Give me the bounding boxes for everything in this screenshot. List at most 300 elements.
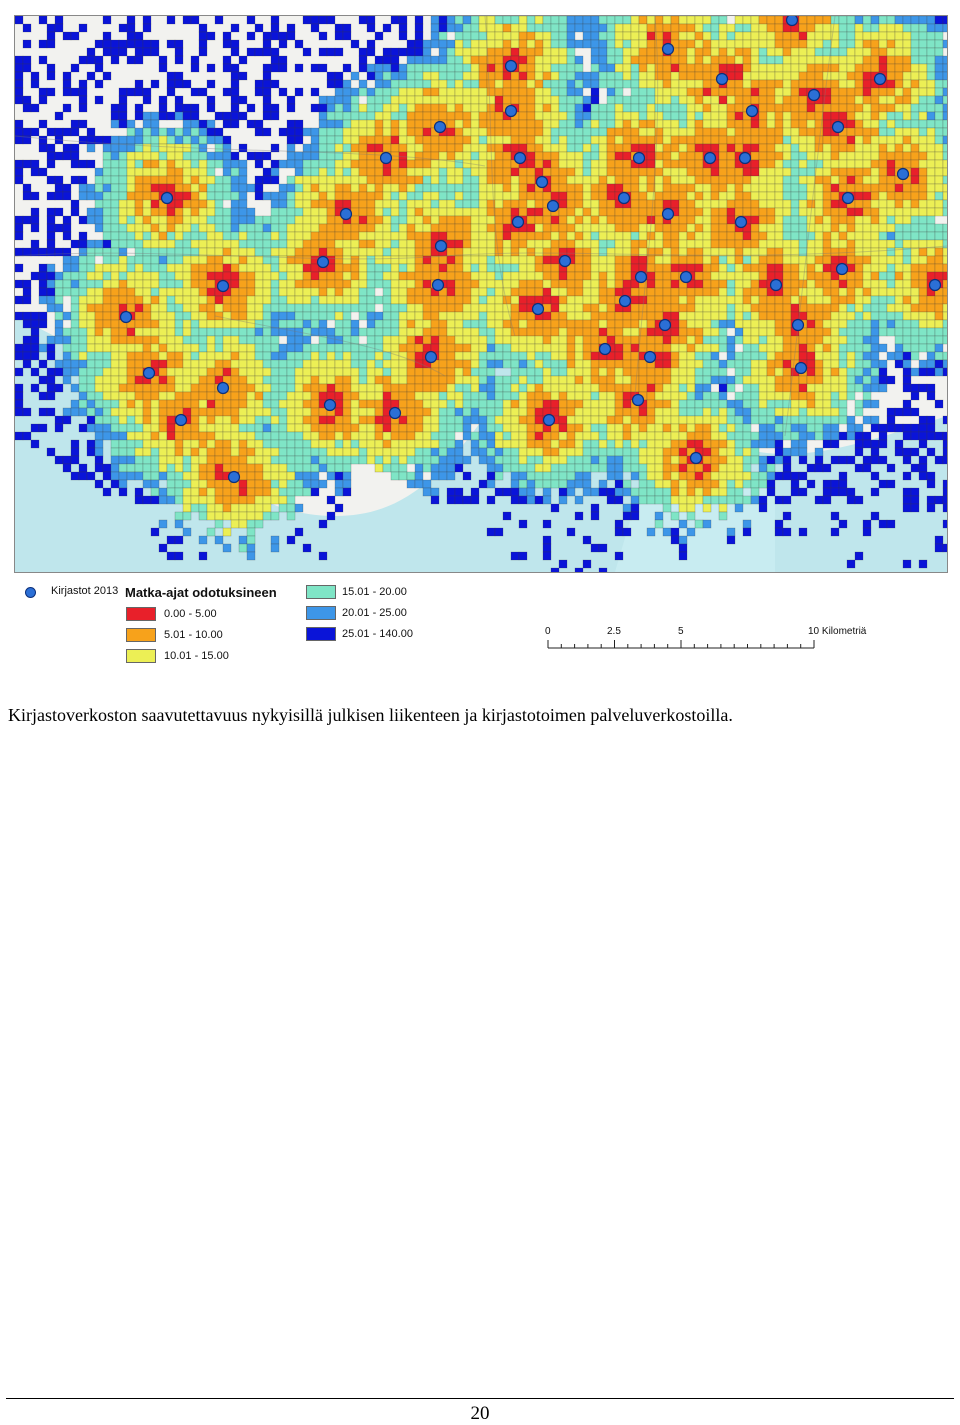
grid-cell [463,368,471,376]
grid-cell [335,264,343,272]
grid-cell [735,88,743,96]
grid-cell [111,344,119,352]
grid-cell [743,144,751,152]
grid-cell [79,136,87,144]
grid-cell [887,232,895,240]
grid-cell [151,48,159,56]
grid-cell [471,224,479,232]
grid-cell [111,168,119,176]
grid-cell [143,272,151,280]
grid-cell [775,152,783,160]
grid-cell [551,360,559,368]
grid-cell [607,280,615,288]
grid-cell [775,96,783,104]
grid-cell [359,240,367,248]
grid-cell [319,272,327,280]
grid-cell [559,232,567,240]
grid-cell [631,40,639,48]
grid-cell [335,280,343,288]
grid-cell [759,384,767,392]
grid-cell [359,280,367,288]
grid-cell [583,144,591,152]
grid-cell [839,312,847,320]
grid-cell [791,56,799,64]
grid-cell [551,120,559,128]
grid-cell [15,120,23,128]
grid-cell [639,136,647,144]
grid-cell [183,360,191,368]
grid-cell [175,352,183,360]
grid-cell [391,120,399,128]
grid-cell [535,168,543,176]
grid-cell [431,224,439,232]
grid-cell [791,88,799,96]
grid-cell [631,256,639,264]
grid-cell [615,288,623,296]
grid-cell [303,376,311,384]
grid-cell [471,280,479,288]
grid-cell [703,24,711,32]
grid-cell [863,224,871,232]
grid-cell [655,168,663,176]
grid-cell [415,32,423,40]
grid-cell [255,224,263,232]
grid-cell [863,368,871,376]
grid-cell [231,152,239,160]
grid-cell [183,352,191,360]
grid-cell [351,264,359,272]
grid-cell [727,296,735,304]
grid-cell [223,160,231,168]
grid-cell [591,288,599,296]
grid-cell [607,120,615,128]
grid-cell [127,128,135,136]
grid-cell [839,80,847,88]
grid-cell [263,280,271,288]
grid-cell [303,168,311,176]
grid-cell [911,176,919,184]
grid-cell [351,280,359,288]
grid-cell [807,312,815,320]
grid-cell [815,272,823,280]
grid-cell [559,104,567,112]
grid-cell [727,128,735,136]
grid-cell [831,296,839,304]
grid-cell [335,72,343,80]
grid-cell [199,336,207,344]
grid-cell [599,136,607,144]
grid-cell [935,352,943,360]
grid-cell [263,360,271,368]
grid-cell [103,176,111,184]
grid-cell [391,200,399,208]
grid-cell [375,336,383,344]
grid-cell [503,224,511,232]
grid-cell [751,80,759,88]
grid-cell [431,264,439,272]
grid-cell [911,160,919,168]
grid-cell [15,392,23,400]
grid-cell [63,256,71,264]
grid-cell [679,336,687,344]
grid-cell [319,128,327,136]
grid-cell [927,152,935,160]
grid-cell [151,208,159,216]
grid-cell [71,208,79,216]
grid-cell [839,40,847,48]
grid-cell [775,208,783,216]
grid-cell [783,56,791,64]
grid-cell [127,352,135,360]
grid-cell [359,184,367,192]
grid-cell [119,136,127,144]
grid-cell [567,240,575,248]
grid-cell [903,384,911,392]
grid-cell [863,304,871,312]
grid-cell [735,280,743,288]
grid-cell [703,312,711,320]
grid-cell [639,168,647,176]
grid-cell [895,112,903,120]
grid-cell [631,32,639,40]
grid-cell [615,216,623,224]
grid-cell [527,128,535,136]
grid-cell [695,240,703,248]
grid-cell [703,368,711,376]
grid-cell [271,288,279,296]
grid-cell [791,216,799,224]
grid-cell [319,160,327,168]
grid-cell [519,352,527,360]
grid-cell [871,24,879,32]
grid-cell [111,368,119,376]
grid-cell [223,320,231,328]
grid-cell [823,344,831,352]
grid-cell [407,336,415,344]
grid-cell [447,128,455,136]
grid-cell [911,72,919,80]
grid-cell [727,344,735,352]
grid-cell [823,40,831,48]
grid-cell [407,376,415,384]
grid-cell [679,208,687,216]
grid-cell [47,208,55,216]
grid-cell [543,320,551,328]
grid-cell [495,352,503,360]
grid-cell [799,80,807,88]
grid-cell [943,88,947,96]
grid-cell [23,280,31,288]
grid-cell [759,216,767,224]
grid-cell [487,280,495,288]
grid-cell [223,328,231,336]
grid-cell [863,32,871,40]
grid-cell [231,24,239,32]
grid-cell [831,288,839,296]
grid-cell [831,216,839,224]
grid-cell [679,184,687,192]
grid-cell [15,352,23,360]
grid-cell [839,72,847,80]
grid-cell [823,232,831,240]
grid-cell [423,64,431,72]
grid-cell [247,352,255,360]
grid-cell [71,240,79,248]
grid-cell [479,328,487,336]
grid-cell [567,120,575,128]
grid-cell [471,72,479,80]
grid-cell [695,280,703,288]
grid-cell [319,304,327,312]
grid-cell [543,336,551,344]
grid-cell [303,320,311,328]
grid-cell [151,224,159,232]
grid-cell [671,72,679,80]
grid-cell [879,328,887,336]
grid-cell [719,384,727,392]
grid-cell [343,120,351,128]
grid-cell [455,392,463,400]
grid-cell [239,224,247,232]
grid-cell [535,144,543,152]
grid-cell [167,144,175,152]
grid-cell [423,72,431,80]
grid-cell [391,160,399,168]
grid-cell [79,344,87,352]
grid-cell [247,368,255,376]
grid-cell [871,240,879,248]
grid-cell [607,112,615,120]
grid-cell [839,112,847,120]
grid-cell [367,40,375,48]
grid-cell [807,168,815,176]
grid-cell [231,280,239,288]
grid-cell [567,144,575,152]
grid-cell [463,80,471,88]
grid-cell [759,112,767,120]
grid-cell [551,264,559,272]
grid-cell [399,344,407,352]
grid-cell [567,96,575,104]
grid-cell [167,368,175,376]
grid-cell [167,88,175,96]
grid-cell [935,248,943,256]
grid-cell [343,200,351,208]
grid-cell [503,328,511,336]
grid-cell [487,168,495,176]
grid-cell [279,200,287,208]
grid-cell [327,376,335,384]
grid-cell [119,328,127,336]
grid-cell [87,344,95,352]
grid-cell [231,104,239,112]
grid-cell [927,104,935,112]
grid-cell [639,264,647,272]
grid-cell [151,128,159,136]
grid-cell [503,256,511,264]
grid-cell [743,272,751,280]
grid-cell [367,304,375,312]
grid-cell [223,112,231,120]
grid-cell [599,152,607,160]
grid-cell [599,368,607,376]
grid-cell [199,320,207,328]
grid-cell [239,392,247,400]
grid-cell [247,16,255,24]
grid-cell [215,368,223,376]
grid-cell [247,280,255,288]
grid-cell [175,392,183,400]
grid-cell [935,256,943,264]
grid-cell [655,336,663,344]
grid-cell [759,144,767,152]
grid-cell [119,336,127,344]
grid-cell [711,112,719,120]
grid-cell [191,368,199,376]
grid-cell [743,280,751,288]
grid-cell [591,56,599,64]
grid-cell [479,56,487,64]
grid-cell [231,88,239,96]
grid-cell [607,224,615,232]
grid-cell [239,336,247,344]
grid-cell [199,216,207,224]
grid-cell [655,208,663,216]
grid-cell [111,176,119,184]
grid-cell [935,320,943,328]
grid-cell [831,96,839,104]
grid-cell [647,56,655,64]
grid-cell [95,96,103,104]
grid-cell [767,368,775,376]
grid-cell [927,80,935,88]
grid-cell [167,136,175,144]
grid-cell [351,232,359,240]
grid-cell [943,128,947,136]
grid-cell [647,272,655,280]
grid-cell [415,88,423,96]
grid-cell [31,224,39,232]
grid-cell [295,160,303,168]
grid-cell [191,256,199,264]
grid-cell [839,224,847,232]
grid-cell [543,240,551,248]
grid-cell [927,368,935,376]
grid-cell [399,320,407,328]
grid-cell [487,336,495,344]
grid-cell [583,392,591,400]
grid-cell [863,272,871,280]
grid-cell [631,144,639,152]
grid-cell [343,304,351,312]
grid-cell [207,216,215,224]
grid-cell [463,224,471,232]
grid-cell [591,232,599,240]
grid-cell [135,288,143,296]
grid-cell [855,80,863,88]
grid-cell [199,32,207,40]
grid-cell [823,136,831,144]
grid-cell [543,32,551,40]
grid-cell [175,152,183,160]
grid-cell [511,368,519,376]
grid-cell [183,256,191,264]
grid-cell [927,56,935,64]
grid-cell [695,304,703,312]
grid-cell [167,304,175,312]
grid-cell [839,256,847,264]
grid-cell [543,224,551,232]
grid-cell [671,152,679,160]
grid-cell [31,72,39,80]
grid-cell [239,168,247,176]
grid-cell [719,320,727,328]
grid-cell [679,240,687,248]
grid-cell [231,368,239,376]
grid-cell [103,40,111,48]
grid-cell [455,256,463,264]
grid-cell [447,112,455,120]
grid-cell [527,224,535,232]
grid-cell [943,328,947,336]
grid-cell [711,336,719,344]
grid-cell [863,56,871,64]
grid-cell [831,136,839,144]
grid-cell [663,120,671,128]
grid-cell [695,168,703,176]
grid-cell [591,96,599,104]
grid-cell [759,40,767,48]
grid-cell [119,272,127,280]
grid-cell [287,352,295,360]
grid-cell [807,376,815,384]
grid-cell [839,208,847,216]
grid-cell [95,40,103,48]
grid-cell [607,312,615,320]
accessibility-map[interactable] [14,15,948,573]
grid-cell [663,272,671,280]
grid-cell [671,328,679,336]
grid-cell [311,224,319,232]
grid-cell [23,192,31,200]
grid-cell [31,320,39,328]
grid-cell [399,160,407,168]
grid-cell [159,288,167,296]
grid-cell [943,120,947,128]
grid-cell [687,88,695,96]
grid-cell [887,328,895,336]
grid-cell [791,304,799,312]
grid-cell [407,296,415,304]
grid-cell [151,288,159,296]
grid-cell [647,72,655,80]
grid-cell [271,56,279,64]
grid-cell [519,208,527,216]
grid-cell [911,48,919,56]
grid-cell [615,248,623,256]
grid-cell [463,328,471,336]
grid-cell [207,384,215,392]
grid-cell [911,208,919,216]
grid-cell [383,120,391,128]
grid-cell [271,344,279,352]
grid-cell [351,320,359,328]
grid-cell [447,304,455,312]
grid-cell [663,336,671,344]
grid-cell [351,104,359,112]
grid-cell [559,120,567,128]
grid-cell [479,296,487,304]
